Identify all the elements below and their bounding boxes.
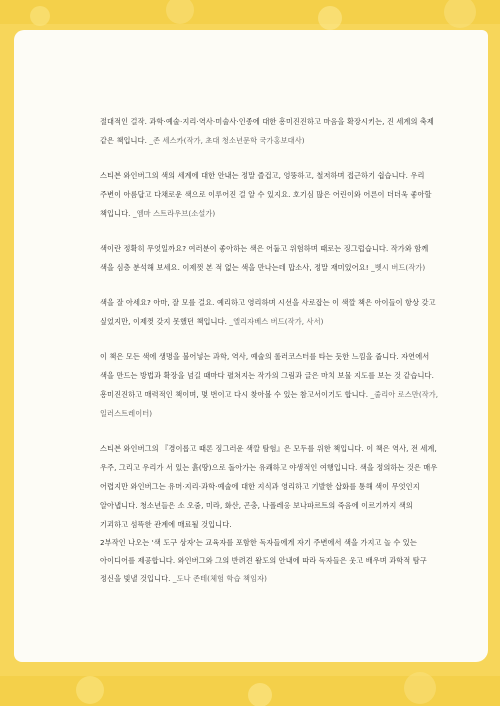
review-6b-text: 2부작인 나오는 '색 도구 상자'는 교육자를 포함한 독자들에게 자기 주변에서 색을 가지고 놀 수 있는 아이디어를 제공합니다. 와인버그와 그의 반려견 왈도의 안내에 따라 독자들은 웃고 배우며 과학적 탐구 정신을 빛낼 것입니다. (100, 538, 427, 583)
review-2-credit: _엠마 스트라우브(소설가) (130, 209, 216, 218)
review-5-credit: _줄리아 로스만(작가, 일러스트레이터) (100, 390, 439, 418)
review-6 (100, 439, 440, 534)
review-4-credit: _엘리자베스 버드(작가, 사서) (227, 317, 324, 326)
review-list (100, 112, 440, 604)
review-6-continued (100, 534, 440, 588)
review-5-text: 이 책은 모든 색에 생명을 불어넣는 과학, 역사, 예술의 롤러코스터를 타는 듯한 느낌을 줍니다. 자연에서 색을 만드는 방법과 확장을 넘길 때마다 펼쳐지는 작가의 그림과 글은 마치 보물 지도를 보는 것 같습니다. 흥미진진하고 매력적인 책이며, 몇 번이고 다시 찾아볼 수 있는 참고서이기도 합니다. (100, 352, 434, 399)
review-1-text: 절대적인 걸작. 과학·예술·지리·역사·미술사·인종에 대한 흥미진진하고 마음을 확장시키는, 진 세계의 축제 같은 책입니다. (100, 117, 434, 145)
review-1-credit: _존 세스카(작가, 초대 청소년문학 국가홍보대사) (147, 136, 305, 145)
review-4-text: 색을 잘 아세요? 아마, 잘 모를 걸요. 예리하고 영리하며 시선을 사로잡는 이 색깔 책은 아이들이 항상 갖고 싶었지만, 이제껏 갖지 못했던 책입니다. (100, 298, 436, 326)
review-2 (100, 166, 440, 223)
review-3-credit: _벳시 버드(작가) (368, 263, 426, 272)
review-6-text: 스티븐 와인버그의 『경이롭고 때론 징그러운 색깔 탐험』은 모두를 위한 책입니다. 이 책은 역사, 전 세계, 우주, 그리고 우리가 서 있는 흙(땅)으로 돌아가는 유쾌하고 야생적인 여행입니다. 색을 정의하는 것은 매우 어렵지만 와인버그는 유머·지리·과학·예술에 대한 지식과 영리하고 기발한 삽화를 통해 색이 무엇인지 알아냅니다. 청소년들은 소 오줌, 미라, 화산, 곤충, 나폴레옹 보나파르트의 죽음에 이르기까지 색의 기괴하고 섬뜩한 관계에 매료될 것입니다. (100, 444, 438, 529)
review-4 (100, 293, 440, 331)
review-3 (100, 239, 440, 277)
review-3-text: 색이란 정확히 무엇일까요? 여러분이 좋아하는 색은 어둡고 위험하며 때로는 징그럽습니다. 작가와 함께 색을 심층 분석해 보세요. 이제껏 본 적 없는 색을 만나는데 맙소사, 정말 재미있어요! (100, 244, 429, 272)
review-1 (100, 112, 440, 150)
review-6b-credit: _도나 존테(체험 학습 책임자) (170, 574, 268, 583)
review-2-text: 스티븐 와인버그의 색의 세계에 대한 안내는 정말 즐겁고, 엉뚱하고, 철저하며 접근하기 쉽습니다. 우리 주변이 아름답고 다채로운 색으로 이루어진 걸 알 수 있지요. 호기심 많은 어린이와 어른이 더더욱 좋아할 책입니다. (100, 171, 432, 218)
review-5 (100, 347, 440, 423)
